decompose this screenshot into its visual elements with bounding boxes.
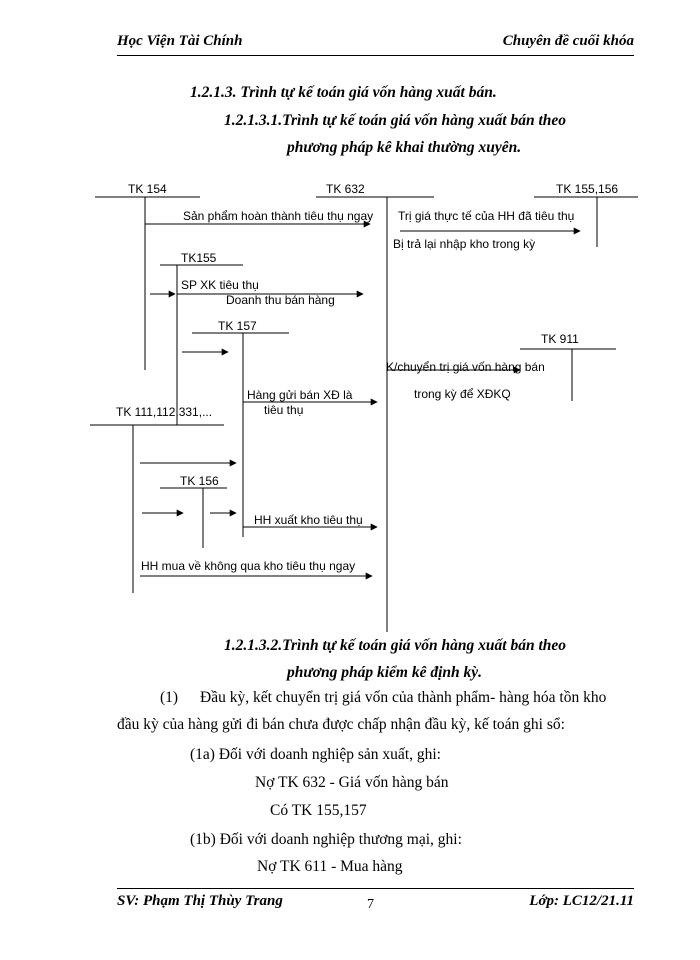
label-hh-xuat-kho: HH xuất kho tiêu thụ (254, 513, 363, 527)
footer-student: SV: Phạm Thị Thùy Trang (117, 893, 283, 909)
label-sp-xk: SP XK tiêu thụ (181, 278, 259, 292)
header-institution: Học Viện Tài Chính (117, 33, 243, 49)
account-tk111: TK 111,112,331,... (116, 405, 213, 419)
page-number: 7 (367, 897, 374, 912)
entry-no-632: Nợ TK 632 - Giá vốn hàng bán (255, 774, 449, 791)
entry-co-155: Có TK 155,157 (270, 802, 367, 819)
account-tk154: TK 154 (128, 182, 167, 196)
paragraph-1-number: (1) (160, 689, 179, 706)
label-doanh-thu: Doanh thu bán hàng (226, 293, 335, 307)
heading-1-2-1-3-2-cont: phương pháp kiểm kê định kỳ. (287, 664, 483, 681)
footer-class: Lớp: LC12/21.11 (529, 893, 634, 909)
heading-1-2-1-3: 1.2.1.3. Trình tự kế toán giá vốn hàng xuất bán. (190, 84, 497, 101)
label-hang-gui-1: Hàng gửi bán XĐ là (247, 388, 353, 402)
paragraph-1-line-1: Đầu kỳ, kết chuyển trị giá vốn của thành phẩm- hàng hóa tồn kho (200, 689, 607, 706)
label-sp-hoan-thanh: Sản phẩm hoàn thành tiêu thụ ngay (183, 209, 374, 223)
account-tk632: TK 632 (326, 182, 365, 196)
entry-no-611: Nợ TK 611 - Mua hàng (257, 858, 403, 875)
account-tk155: TK155 (181, 251, 217, 265)
item-1a: (1a) Đối với doanh nghiệp sản xuất, ghi: (190, 746, 441, 763)
label-hang-gui-2: tiêu thụ (264, 403, 304, 417)
label-kc-tri-gia: K/chuyển trị giá vốn hàng bán (386, 360, 545, 374)
account-tk155156: TK 155,156 (556, 182, 619, 196)
label-tri-gia-thuc-te: Trị giá thực tế của HH đã tiêu thụ (398, 209, 575, 223)
item-1b: (1b) Đối với doanh nghiệp thương mại, ghi: (190, 831, 462, 848)
account-tk156: TK 156 (180, 474, 219, 488)
heading-1-2-1-3-2: 1.2.1.3.2.Trình tự kế toán giá vốn hàng xuất bán theo (224, 637, 567, 654)
label-hh-mua-ve: HH mua về không qua kho tiêu thụ ngay (141, 559, 356, 573)
paragraph-1-line-2: đầu kỳ của hàng gửi đi bán chưa được chấp nhận đầu kỳ, kế toán ghi sổ: (117, 716, 565, 733)
footer-rule (117, 888, 634, 889)
account-tk911: TK 911 (541, 332, 579, 346)
heading-1-2-1-3-1: 1.2.1.3.1.Trình tự kế toán giá vốn hàng xuất bán theo (224, 112, 567, 129)
label-bi-tra-lai: Bị trả lại nhập kho trong kỳ (393, 237, 536, 251)
heading-1-2-1-3-1-cont: phương pháp kê khai thường xuyên. (287, 139, 522, 156)
label-trong-ky: trong kỳ để XĐKQ (414, 387, 511, 401)
account-tk157: TK 157 (218, 319, 257, 333)
header-title: Chuyên đề cuối khóa (502, 33, 634, 49)
